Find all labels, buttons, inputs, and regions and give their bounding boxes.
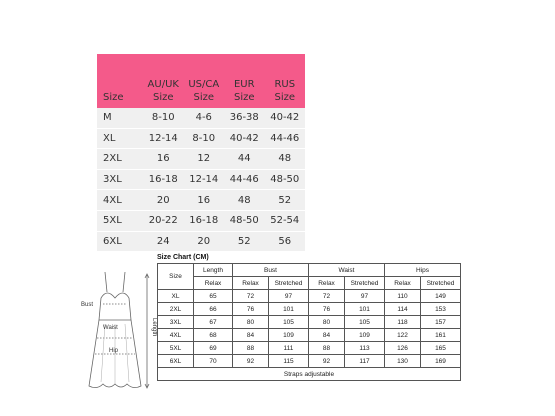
conversion-row xyxy=(97,108,305,129)
size-chart-cell: 84 xyxy=(233,329,269,342)
conversion-cell: 16 xyxy=(197,194,211,206)
conversion-cell: 5XL xyxy=(103,215,122,227)
size-chart-cell: 161 xyxy=(421,329,461,342)
size-chart-cell: 2XL xyxy=(158,303,194,316)
conversion-cell: 48-50 xyxy=(270,174,300,186)
header-rus xyxy=(265,78,306,104)
size-chart-cell: 76 xyxy=(309,303,345,316)
conversion-cell: 16 xyxy=(156,153,170,165)
size-chart-cell: 169 xyxy=(421,355,461,368)
size-chart-cell: 84 xyxy=(309,329,345,342)
size-chart-cell: 101 xyxy=(269,303,309,316)
size-chart-cell: 5XL xyxy=(158,342,194,355)
size-chart-cell: 97 xyxy=(345,290,385,303)
size-chart-cell: 105 xyxy=(345,316,385,329)
conversion-cell: 16-18 xyxy=(148,174,178,186)
conversion-cell: 4-6 xyxy=(195,112,212,124)
bodice-top xyxy=(101,293,129,298)
length-label: Length xyxy=(151,318,157,337)
subheader-relax: Relax xyxy=(385,277,421,290)
size-chart-cell: 80 xyxy=(233,316,269,329)
conversion-cell: 16-18 xyxy=(189,215,219,227)
header-size xyxy=(97,91,143,104)
bodice-sides xyxy=(99,298,131,320)
header-size: Size xyxy=(158,264,194,290)
conversion-cell: 44-46 xyxy=(229,174,259,186)
header-text: RUS xyxy=(274,79,296,90)
size-chart-cell: 68 xyxy=(194,329,233,342)
size-chart-cell: 109 xyxy=(345,329,385,342)
hip-label: Hip xyxy=(109,348,119,354)
size-chart-cell: 117 xyxy=(345,355,385,368)
header-text: AU/UK xyxy=(147,79,179,90)
conversion-cell: XL xyxy=(103,132,116,144)
size-chart-cell: 122 xyxy=(385,329,421,342)
size-chart-cell: 3XL xyxy=(158,316,194,329)
header-bust: Bust xyxy=(233,264,309,277)
size-chart-cell: 165 xyxy=(421,342,461,355)
size-chart-cell: 153 xyxy=(421,303,461,316)
header-text: EUR xyxy=(233,79,255,90)
size-chart-cell: 76 xyxy=(233,303,269,316)
dress-figure xyxy=(75,268,160,398)
header-text: Size xyxy=(103,92,124,103)
size-chart-cell: 130 xyxy=(385,355,421,368)
subheader-relax: Relax xyxy=(194,277,233,290)
conversion-cell: 36-38 xyxy=(229,112,259,124)
size-chart-cell: 101 xyxy=(345,303,385,316)
conversion-cell: 48 xyxy=(237,194,251,206)
conversion-cell: 48 xyxy=(278,153,292,165)
conversion-header xyxy=(97,54,305,108)
bust-label: Bust xyxy=(81,302,94,308)
size-chart-cell: 92 xyxy=(233,355,269,368)
header-length: Length xyxy=(194,264,233,277)
subheader-relax: Relax xyxy=(309,277,345,290)
conversion-cell: 12 xyxy=(197,153,211,165)
conversion-row xyxy=(97,129,305,150)
waist-label: Waist xyxy=(103,325,118,331)
conversion-body xyxy=(97,108,305,252)
subheader-relax: Relax xyxy=(233,277,269,290)
size-chart-header-row xyxy=(158,264,461,277)
header-text: Size xyxy=(193,92,215,103)
size-chart-cell: 72 xyxy=(233,290,269,303)
conversion-row xyxy=(97,232,305,253)
size-chart-cell: 88 xyxy=(309,342,345,355)
conversion-row xyxy=(97,149,305,170)
conversion-cell: 8-10 xyxy=(151,112,175,124)
size-chart-cell: 157 xyxy=(421,316,461,329)
conversion-cell: 6XL xyxy=(103,235,122,247)
size-chart-cell: XL xyxy=(158,290,194,303)
size-chart xyxy=(157,254,461,381)
size-chart-cell: 67 xyxy=(194,316,233,329)
size-chart-cell: 114 xyxy=(385,303,421,316)
size-chart-cell: 92 xyxy=(309,355,345,368)
conversion-cell: 2XL xyxy=(103,153,122,165)
header-eur xyxy=(224,78,265,104)
size-chart-cell: 115 xyxy=(269,355,309,368)
conversion-cell: 52 xyxy=(278,194,292,206)
conversion-cell: 52 xyxy=(237,235,251,247)
size-chart-cell: 6XL xyxy=(158,355,194,368)
conversion-cell: 3XL xyxy=(103,174,122,186)
size-chart-subheader-row xyxy=(158,277,461,290)
size-chart-cell: 80 xyxy=(309,316,345,329)
size-chart-row xyxy=(158,329,461,342)
conversion-cell: M xyxy=(103,112,112,124)
size-chart-cell: 66 xyxy=(194,303,233,316)
size-chart-cell: 97 xyxy=(269,290,309,303)
size-chart-cell: 118 xyxy=(385,316,421,329)
strap-right xyxy=(123,272,125,292)
size-chart-cell: 65 xyxy=(194,290,233,303)
size-chart-cell: 70 xyxy=(194,355,233,368)
conversion-cell: 40-42 xyxy=(229,132,259,144)
size-chart-row xyxy=(158,355,461,368)
size-chart-cell: 113 xyxy=(345,342,385,355)
size-chart-row xyxy=(158,303,461,316)
size-chart-cell: 72 xyxy=(309,290,345,303)
header-au-uk xyxy=(143,78,184,104)
header-text: US/CA xyxy=(188,79,220,90)
strap-left xyxy=(105,272,107,292)
size-chart-row xyxy=(158,290,461,303)
straps-note: Straps adjustable xyxy=(158,368,461,381)
conversion-cell: 24 xyxy=(156,235,170,247)
subheader-stretched: Stretched xyxy=(421,277,461,290)
size-chart-footer-row xyxy=(158,368,461,381)
header-text: Size xyxy=(274,92,296,103)
size-chart-cell: 111 xyxy=(269,342,309,355)
size-chart-cell: 109 xyxy=(269,329,309,342)
size-chart-cell: 4XL xyxy=(158,329,194,342)
subheader-stretched: Stretched xyxy=(345,277,385,290)
conversion-cell: 44 xyxy=(237,153,251,165)
size-chart-cell: 110 xyxy=(385,290,421,303)
subheader-stretched: Stretched xyxy=(269,277,309,290)
size-chart-cell: 149 xyxy=(421,290,461,303)
conversion-row xyxy=(97,170,305,191)
header-text: Size xyxy=(152,92,174,103)
header-waist: Waist xyxy=(309,264,385,277)
size-chart-title: Size Chart (CM) xyxy=(157,254,209,261)
size-conversion-table xyxy=(97,54,305,252)
conversion-row xyxy=(97,190,305,211)
conversion-cell: 48-50 xyxy=(229,215,259,227)
header-us-ca xyxy=(184,78,225,104)
conversion-cell: 4XL xyxy=(103,194,122,206)
size-chart-cell: 105 xyxy=(269,316,309,329)
conversion-cell: 8-10 xyxy=(192,132,216,144)
size-chart-cell: 88 xyxy=(233,342,269,355)
conversion-cell: 44-46 xyxy=(270,132,300,144)
conversion-cell: 52-54 xyxy=(270,215,300,227)
conversion-cell: 40-42 xyxy=(270,112,300,124)
conversion-row xyxy=(97,211,305,232)
conversion-cell: 20 xyxy=(156,194,170,206)
size-chart-row xyxy=(158,342,461,355)
conversion-cell: 20-22 xyxy=(148,215,178,227)
size-chart-row xyxy=(158,316,461,329)
size-chart-cell: 69 xyxy=(194,342,233,355)
size-chart-table xyxy=(157,263,461,381)
conversion-cell: 20 xyxy=(197,235,211,247)
conversion-cell: 12-14 xyxy=(189,174,219,186)
conversion-cell: 56 xyxy=(278,235,292,247)
header-hips: Hips xyxy=(385,264,461,277)
size-chart-cell: 126 xyxy=(385,342,421,355)
conversion-cell: 12-14 xyxy=(148,132,178,144)
header-text: Size xyxy=(233,92,255,103)
